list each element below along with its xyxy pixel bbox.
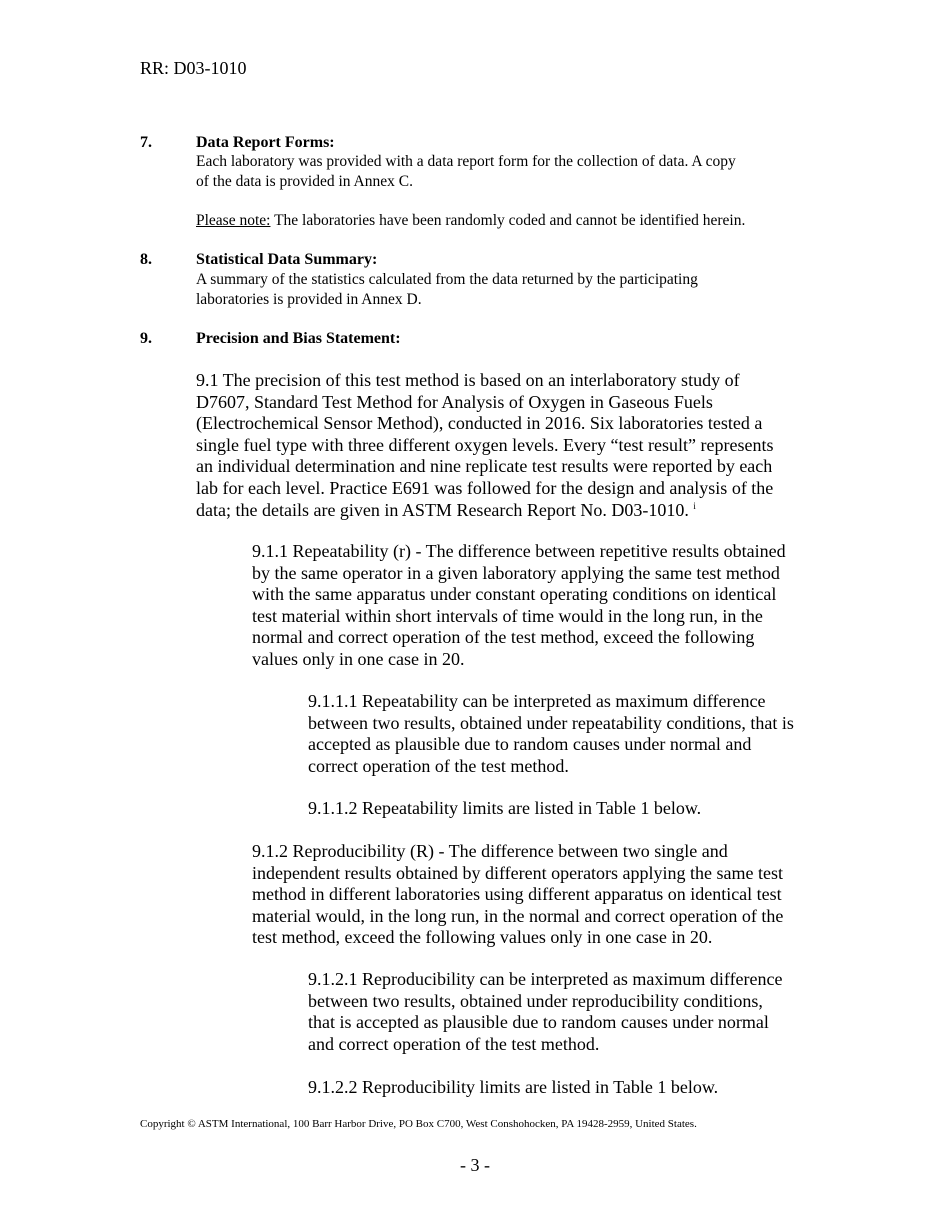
paragraph-line: an individual determination and nine replicate test results were reported by each (196, 456, 773, 477)
paragraph-line: data; the details are given in ASTM Research Report No. D03-1010. (196, 499, 689, 520)
section-7-line-1: Each laboratory was provided with a data report form for the collection of data. A copy (196, 153, 736, 170)
section-8-title: Statistical Data Summary: (196, 251, 378, 268)
paragraph-line: 9.1.1.1 Repeatability can be interpreted as maximum difference (308, 691, 766, 711)
page-number: - 3 - (460, 1155, 490, 1175)
paragraph-line: 9.1.1 Repeatability (r) - The difference between repetitive results obtained (252, 541, 786, 561)
paragraph-9-1-2-2: 9.1.2.2 Reproducibility limits are listed in Table 1 below. (308, 1077, 719, 1097)
note-label: Please note: (196, 212, 271, 229)
paragraph-9-1-2-1 (308, 969, 818, 1055)
section-9-title: Precision and Bias Statement: (196, 330, 401, 347)
paragraph-line-last (196, 500, 806, 522)
section-7-title: Data Report Forms: (196, 134, 335, 151)
paragraph-9-1-1-2: 9.1.1.2 Repeatability limits are listed in Table 1 below. (308, 798, 702, 818)
section-9-number: 9. (140, 330, 152, 347)
paragraph-line: D7607, Standard Test Method for Analysis of Oxygen in Gaseous Fuels (196, 391, 713, 412)
paragraph-line: that is accepted as plausible due to random causes under normal (308, 1012, 769, 1033)
paragraph-line: test method, exceed the following values only in one case in 20. (252, 927, 713, 948)
paragraph-line: material would, in the long run, in the normal and correct operation of the (252, 905, 784, 926)
paragraph-line: correct operation of the test method. (308, 755, 569, 776)
paragraph-line: between two results, obtained under reproducibility conditions, (308, 990, 763, 1011)
paragraph-line: independent results obtained by different operators applying the same test (252, 862, 784, 883)
paragraph-line: 9.1 The precision of this test method is based on an interlaboratory study of (196, 370, 740, 390)
paragraph-line: by the same operator in a given laboratory applying the same test method (252, 562, 780, 583)
report-id-header: RR: D03-1010 (140, 58, 247, 78)
section-8-line-2: laboratories is provided in Annex D. (196, 291, 422, 308)
paragraph-line: lab for each level. Practice E691 was followed for the design and analysis of the (196, 477, 774, 498)
section-7-line-2: of the data is provided in Annex C. (196, 173, 413, 190)
paragraph-line: normal and correct operation of the test method, exceed the following (252, 627, 755, 648)
note-text: The laboratories have been randomly coded and cannot be identified herein. (270, 212, 746, 229)
paragraph-line: test material within short intervals of time would in the long run, in the (252, 605, 763, 626)
section-7-note (196, 211, 836, 231)
copyright-footer: Copyright © ASTM International, 100 Barr Harbor Drive, PO Box C700, West Conshohocken, PA 19428-2959, United States. (140, 1118, 697, 1130)
paragraph-line: between two results, obtained under repeatability conditions, that is (308, 712, 794, 733)
paragraph-line: (Electrochemical Sensor Method), conducted in 2016. Six laboratories tested a (196, 413, 763, 434)
paragraph-line: method in different laboratories using different apparatus on identical test (252, 884, 782, 905)
paragraph-line: and correct operation of the test method. (308, 1033, 600, 1054)
paragraph-9-1-1 (252, 541, 817, 671)
paragraph-9-1 (196, 370, 806, 521)
section-8-number: 8. (140, 251, 152, 268)
footnote-marker[interactable]: i (693, 500, 696, 511)
paragraph-line: with the same apparatus under constant operating conditions on identical (252, 584, 777, 605)
section-7-number: 7. (140, 134, 152, 151)
paragraph-9-1-2 (252, 841, 817, 949)
paragraph-line: accepted as plausible due to random causes under normal and (308, 734, 752, 755)
paragraph-line: values only in one case in 20. (252, 648, 465, 669)
section-8-line-1: A summary of the statistics calculated from the data returned by the participating (196, 271, 698, 288)
paragraph-9-1-1-1 (308, 691, 818, 777)
paragraph-line: single fuel type with three different oxygen levels. Every “test result” represents (196, 434, 774, 455)
paragraph-line: 9.1.2 Reproducibility (R) - The difference between two single and (252, 841, 728, 861)
paragraph-line: 9.1.2.1 Reproducibility can be interpreted as maximum difference (308, 969, 783, 989)
